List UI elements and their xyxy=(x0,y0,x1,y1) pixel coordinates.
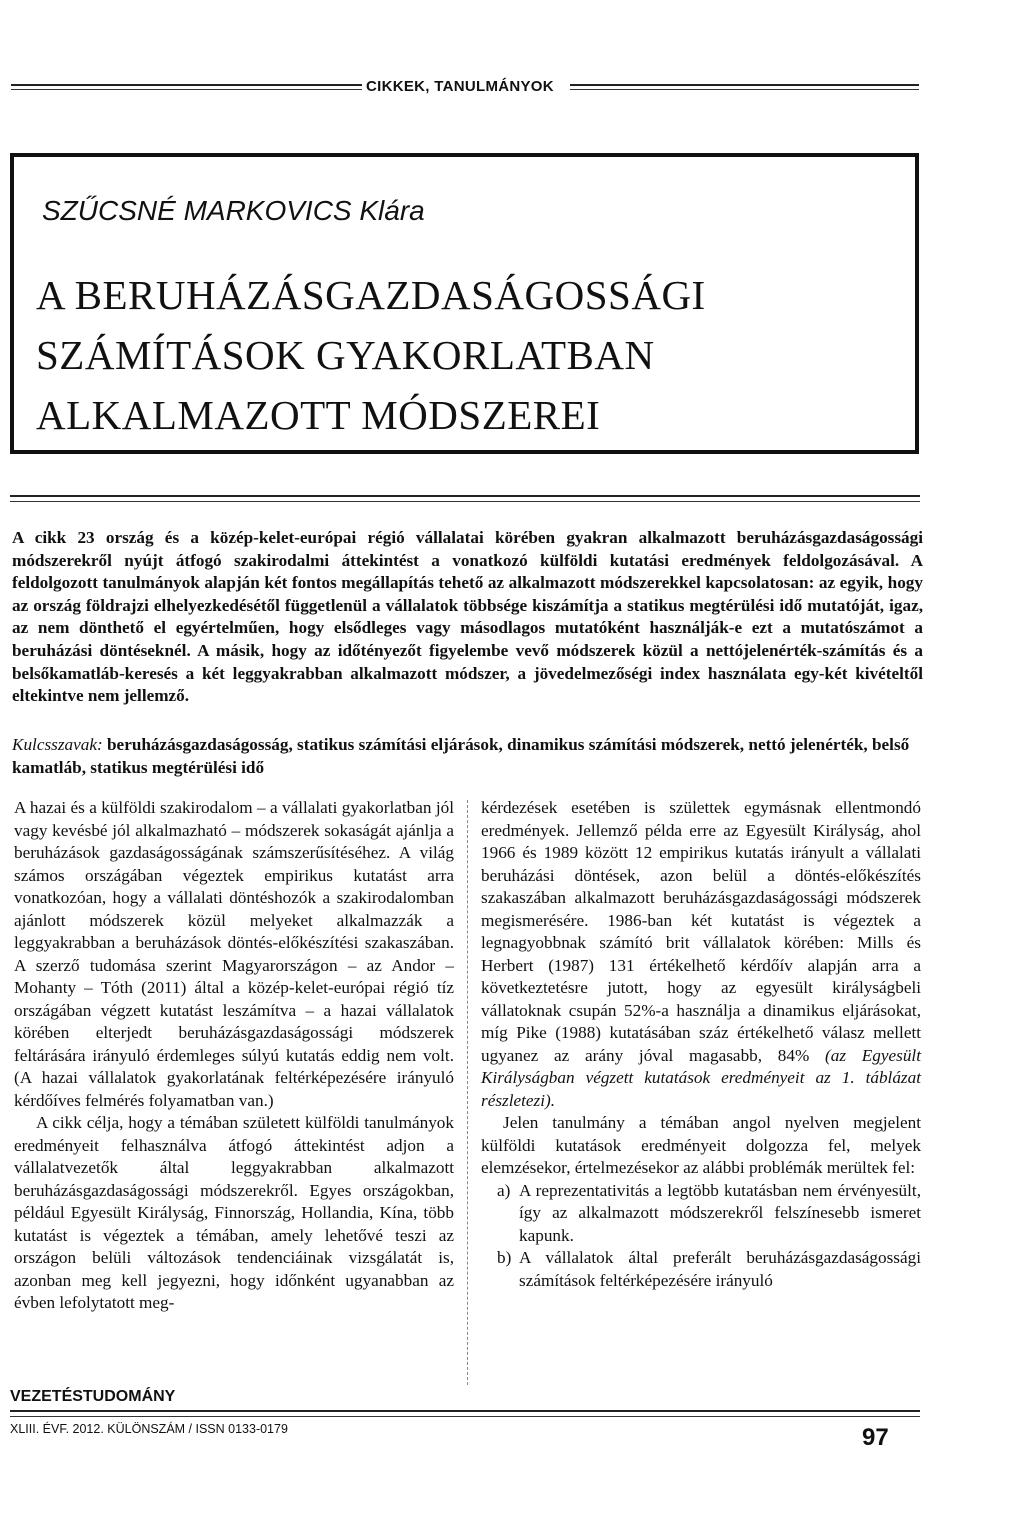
paragraph: A hazai és a külföldi szakirodalom – a vállalati gyakorlatban jól vagy kevésbé jól alkalmazható – módszerek sokaságát ajánlja a beruházások gazdaságosságának számszerűsítéséhez. A világ számos országában végeztek empirikus kutatást arra vonatkozóan, hogy a vállalati döntéshozók a szakirodalomban ajánlott módszerek közül melyeket alkalmazzák a leggyakrabban a beruházások döntés-előkészítési szakaszában. A szerző tudomása szerint Magyarországon – az Andor – Mohanty – Tóth (2011) által a közép-kelet-európai régió tíz országában végzett kutatást leszámítva – a hazai vállalatok körében elterjedt beruházásgazdaságossági módszerek feltárására irányuló érdemleges súlyú kutatás eddig nem volt. (A hazai vállalatok gyakorlatának feltérképezésére irányuló kérdőíves felmérés folyamatban van.) xyxy=(14,798,454,1110)
divider-rule xyxy=(10,495,920,497)
article-title-line-3: ALKALMAZOTT MÓDSZEREI xyxy=(36,392,601,438)
footer-rule xyxy=(10,1410,920,1412)
footer-rule-thin xyxy=(10,1416,920,1417)
list-marker: b) xyxy=(497,1248,512,1267)
list-item xyxy=(481,1247,921,1292)
paragraph: A cikk célja, hogy a témában született külföldi tanulmányok eredményeit felhasználva átfogó áttekintést adjon a vállalatvezetők által leggyakrabban alkalmazott beruházásgazdaságossági módszerekről. Egyes országokban, például Egyesült Királyság, Finnország, Hollandia, Kína, több kutatást is végeztek a témában, amely lehetővé teszi az országon belüli változások tendenciáinak vizsgálatát is, azonban meg kell jegyezni, hogy időnként ugyanabban az évben lefolytatott meg- xyxy=(14,1113,454,1312)
column-divider xyxy=(467,800,468,1385)
table-reference: (az Egyesült Királyságban végzett kutatások eredményeit az 1. táblázat részletezi). xyxy=(481,1045,921,1110)
list-marker: a) xyxy=(497,1180,511,1200)
list-text: A vállalatok által preferált beruházásgazdaságossági számítások feltérképezésére irányuló xyxy=(519,1248,921,1290)
section-header xyxy=(0,76,1024,100)
divider-rule-thin xyxy=(10,501,920,502)
abstract: A cikk 23 ország és a közép-kelet-európai régió vállalatai körében gyakran alkalmazott beruházásgazdaságossági módszerekről nyújt átfogó szakirodalmi áttekintést a vonatkozó külföldi kutatási eredmények feldolgozásával. A feldolgozott tanulmányok alapján két fontos megállapítás tehető az alkalmazott módszerekkel kapcsolatosan: az egyik, hogy az ország földrajzi elhelyezkedésétől függetlenül a vállalatok többsége kiszámítja a statikus megtérülési idő mutatóját, igaz, az nem dönthető el egyértelműen, hogy elsődleges vagy másodlagos mutatóként használják-e ezt a mutatószámot a beruházási döntéseknél. A másik, hogy az időtényezőt figyelembe vevő módszerek közül a nettójelenérték-számítás és a belsőkamatláb-keresés a két leggyakrabban alkalmazott módszer, a jövedelmezőségi index használata egy-két kivételtől eltekintve nem jellemző. xyxy=(12,528,923,706)
journal-name: VEZETÉSTUDOMÁNY xyxy=(10,1388,176,1405)
author-name: SZŰCSNÉ MARKOVICS Klára xyxy=(42,195,425,226)
issue-info: XLIII. ÉVF. 2012. KÜLÖNSZÁM / ISSN 0133-0179 xyxy=(10,1422,288,1436)
body-left-column xyxy=(14,797,454,1315)
list-item xyxy=(481,1180,921,1248)
body-right-column xyxy=(481,797,921,1292)
list-text: A reprezentativitás a legtöbb kutatásban nem érvényesült, így az alkalmazott módszerekről felszínesebb ismeret kapunk. xyxy=(519,1180,921,1245)
keywords xyxy=(12,734,923,779)
article-title-line-2: SZÁMÍTÁSOK GYAKORLATBAN xyxy=(36,332,655,378)
article-title-line-1: A BERUHÁZÁSGAZDASÁGOSSÁGI xyxy=(36,272,706,318)
section-label: CIKKEK, TANULMÁNYOK xyxy=(366,78,554,95)
paragraph-text: kérdezések esetében is születtek egymásnak ellentmondó eredmények. Jellemző példa erre az Egyesült Királyság, ahol 1966 és 1989 között 12 empirikus kutatás irányult a vállalati beruházási döntések, azon belül a döntés-előkészítés szakaszában alkalmazott beruházásgazdaságossági módszerek megismerésére. 1986-ban két kutatást is végeztek a legnagyobbnak számító brit vállalatok körében: Mills és Herbert (1987) 131 értékelhető kérdőív alapján arra a következtetésre jutott, hogy az egyesült királyságbeli vállatoknak csupán 52%-a használja a dinamikus eljárásokat, míg Pike (1988) kutatásában száz értékelhető válasz mellett ugyanez az arány jóval magasabb, 84% xyxy=(481,798,921,1065)
paragraph xyxy=(481,797,921,1112)
paragraph: Jelen tanulmány a témában angol nyelven megjelent külföldi kutatások eredményeit dolgozza fel, melyek elemzésekor, értelmezésekor az alábbi problémák merültek fel: xyxy=(481,1113,921,1177)
keywords-text: beruházásgazdaságosság, statikus számítási eljárások, dinamikus számítási módszerek, nettó jelenérték, belső kamatláb, statikus megtérülési idő xyxy=(12,735,910,777)
keywords-label: Kulcsszavak: xyxy=(12,735,103,754)
title-box xyxy=(10,153,919,454)
page-number: 97 xyxy=(862,1424,889,1451)
